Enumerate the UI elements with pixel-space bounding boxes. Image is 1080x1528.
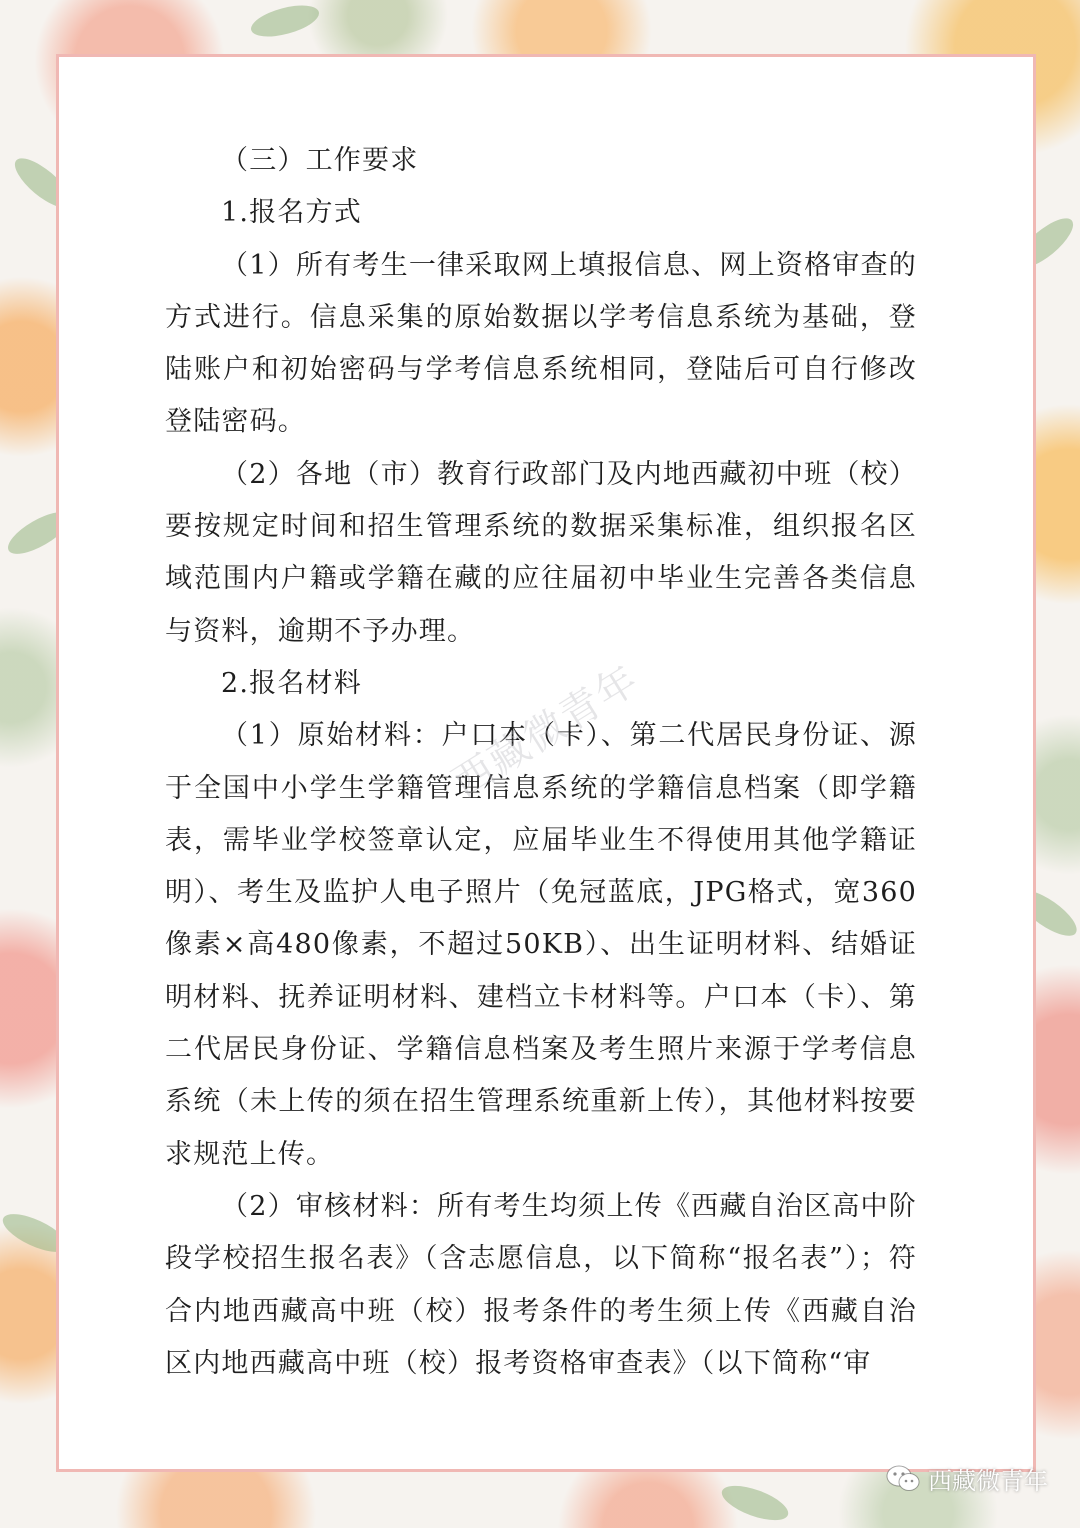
wechat-icon [886,1465,920,1493]
watermark: 西藏微青年 [444,656,648,807]
section-heading: （三）工作要求 [221,145,419,176]
leaf-decoration [718,1479,793,1527]
paragraph: （2）各地（市）教育行政部门及内地西藏初中班（校）要按规定时间和招生管理系统的数据采集标准，组织报名区域范围内户籍或学籍在藏的应往届初中毕业生完善各类信息与资料，逾期不予办理。 [165,458,917,647]
paragraph: （1）所有考生一律采取网上填报信息、网上资格审查的方式进行。信息采集的原始数据以学考信息系统为基础，登陆账户和初始密码与学考信息系统相同，登陆后可自行修改登陆密码。 [165,249,917,438]
subsection-heading: 2.报名材料 [221,667,362,699]
leaf-decoration [248,0,322,43]
brand-badge [886,1461,1048,1496]
paragraph: （2）审核材料：所有考生均须上传《西藏自治区高中阶段学校招生报名表》（含志愿信息，以下简称“报名表”）；符合内地西藏高中班（校）报考条件的考生须上传《西藏自治区内地西藏高中班（校）报考资格审查表》（以下简称“审 [165,1190,917,1379]
brand-name: 西藏微青年 [928,1467,1048,1495]
paragraph: （1）原始材料：户口本（卡）、第二代居民身份证、源于全国中小学生学籍管理信息系统的学籍信息档案（即学籍表，需毕业学校签章认定，应届毕业生不得使用其他学籍证明）、考生及监护人电子照片（免冠蓝底，JPG格式，宽360像素×高480像素，不超过50KB）、出生证明材料、结婚证明材料、抚养证明材料、建档立卡材料等。户口本（卡）、第二代居民身份证、学籍信息档案及考生照片来源于学考信息系统（未上传的须在招生管理系统重新上传），其他材料按要求规范上传。 [165,720,917,1170]
subsection-heading: 1.报名方式 [221,197,362,229]
